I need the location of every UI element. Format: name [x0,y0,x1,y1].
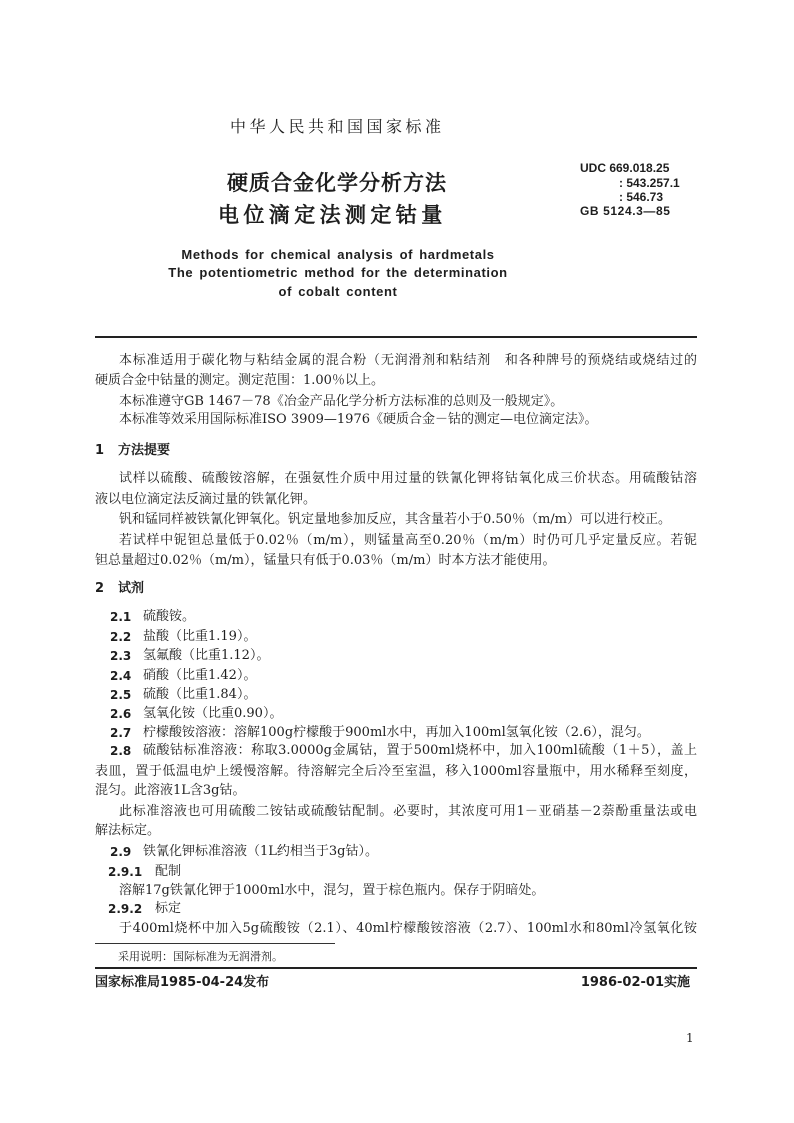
item-text: 柠檬酸铵溶液：溶解100g柠檬酸于900ml水中，再加入100ml氢氧化铵（2.6），混匀。 [143,725,650,740]
header-divider [95,336,697,338]
section-1-number: 1 [95,443,105,458]
section-1-p2: 钒和锰同样被铁氰化钾氧化。钒定量地参加反应，其含量若小于0.50％（m/m）可以进行校正。 [119,512,671,527]
national-standard-label: 中华人民共和国国家标准 [230,117,445,136]
title-en-line-1: Methods for chemical analysis of hardmetals [181,247,495,262]
item-text: 氢氧化铵（比重0.90）。 [143,706,283,721]
item-continuation: 混匀。此溶液1L含3g钴。 [95,783,246,798]
item-text: 硝酸（比重1.42）。 [143,668,257,683]
subitem-number: 2.9.2 [108,902,143,916]
section-1-p1-line-2: 液以电位滴定法反滴过量的铁氰化钾。 [95,492,317,507]
subitem-number: 2.9.1 [108,865,143,879]
section-2-number: 2 [95,581,105,596]
udc-code-line-1: UDC 669.018.25 [580,161,670,175]
section-1-p3-line-2: 钽总量超过0.02％（m/m），锰量只有低于0.03％（m/m）时本方法才能使用。 [95,553,556,568]
section-1-heading: 方法提要 [118,443,171,458]
issued-date: 国家标准局1985-04-24发布 [95,975,270,990]
udc-code-line-2: : 543.257.1 [619,176,680,190]
item-text: 盐酸（比重1.19）。 [143,629,257,644]
item-text: 氢氟酸（比重1.12）。 [143,648,270,663]
title-en-line-3: of cobalt content [278,284,398,299]
intro-p3: 本标准等效采用国际标准ISO 3909—1976《硬质合金－钴的测定—电位滴定法》。 [119,412,598,427]
subitem-heading: 标定 [155,901,182,916]
item-text: 硫酸钴标准溶液：称取3.0000g金属钴，置于500ml烧杯中，加入100ml硫酸（1＋5），盖上 [143,743,697,758]
section-2-heading: 试剂 [118,581,145,596]
footnote: 采用说明：国际标准为无润滑剂。 [118,950,283,963]
page-number: 1 [686,1031,694,1045]
item-continuation: 表皿，置于低温电炉上缓慢溶解。待溶解完全后冷至室温，移入1000ml容量瓶中，用水稀释至刻度， [95,764,697,779]
intro-p1-line-2: 硬质合金中钴量的测定。测定范围：1.00％以上。 [95,373,384,388]
subitem-body: 溶解17g铁氰化钾于1000ml水中，混匀，置于棕色瓶内。保存于阴暗处。 [119,883,545,898]
item-number: 2.8 [110,744,132,758]
footnote-divider [95,943,335,944]
title-cn-line-1: 硬质合金化学分析方法 [227,171,447,195]
title-cn-line-2: 电位滴定法测定钴量 [218,203,447,227]
item-note: 此标准溶液也可用硫酸二铵钴或硫酸钴配制。必要时，其浓度可用1－亚硝基－2萘酚重量法或电 [119,804,697,819]
subitem-body: 于400ml烧杯中加入5g硫酸铵（2.1）、40ml柠檬酸铵溶液（2.7）、100ml水和80ml冷氢氧化铵 [119,921,697,936]
item-text: 铁氰化钾标准溶液（1L约相当于3g钴）。 [143,844,378,859]
intro-p2: 本标准遵守GB 1467－78《冶金产品化学分析方法标准的总则及一般规定》。 [119,394,564,409]
section-1-p3-line-1: 若试样中铌钽总量低于0.02％（m/m），则锰量高至0.20％（m/m）时仍可几乎定量反应。若铌 [119,533,697,548]
item-text: 硫酸（比重1.84）。 [143,687,257,702]
footer-divider [95,967,697,969]
item-note: 解法标定。 [95,823,161,838]
gb-code: GB 5124.3—85 [580,204,671,218]
item-number: 2.5 [110,688,132,702]
item-number: 2.6 [110,707,132,721]
udc-code-line-3: : 546.73 [619,190,664,204]
section-1-p1-line-1: 试样以硫酸、硫酸铵溶解，在强氨性介质中用过量的铁氰化钾将钴氧化成三价状态。用硫酸钴溶 [119,471,697,486]
title-en-line-2: The potentiometric method for the determination [168,265,508,280]
subitem-heading: 配制 [155,864,182,879]
effective-date: 1986-02-01实施 [580,975,690,990]
item-number: 2.1 [110,610,132,624]
item-text: 硫酸铵。 [143,609,196,624]
item-number: 2.9 [110,845,132,859]
item-number: 2.7 [110,726,132,740]
item-number: 2.3 [110,649,132,663]
intro-p1-line-1: 本标准适用于碳化物与粘结金属的混合粉（无润滑剂和粘结剂 和各种牌号的预烧结或烧结过的 [119,353,697,368]
item-number: 2.4 [110,669,132,683]
item-number: 2.2 [110,630,132,644]
